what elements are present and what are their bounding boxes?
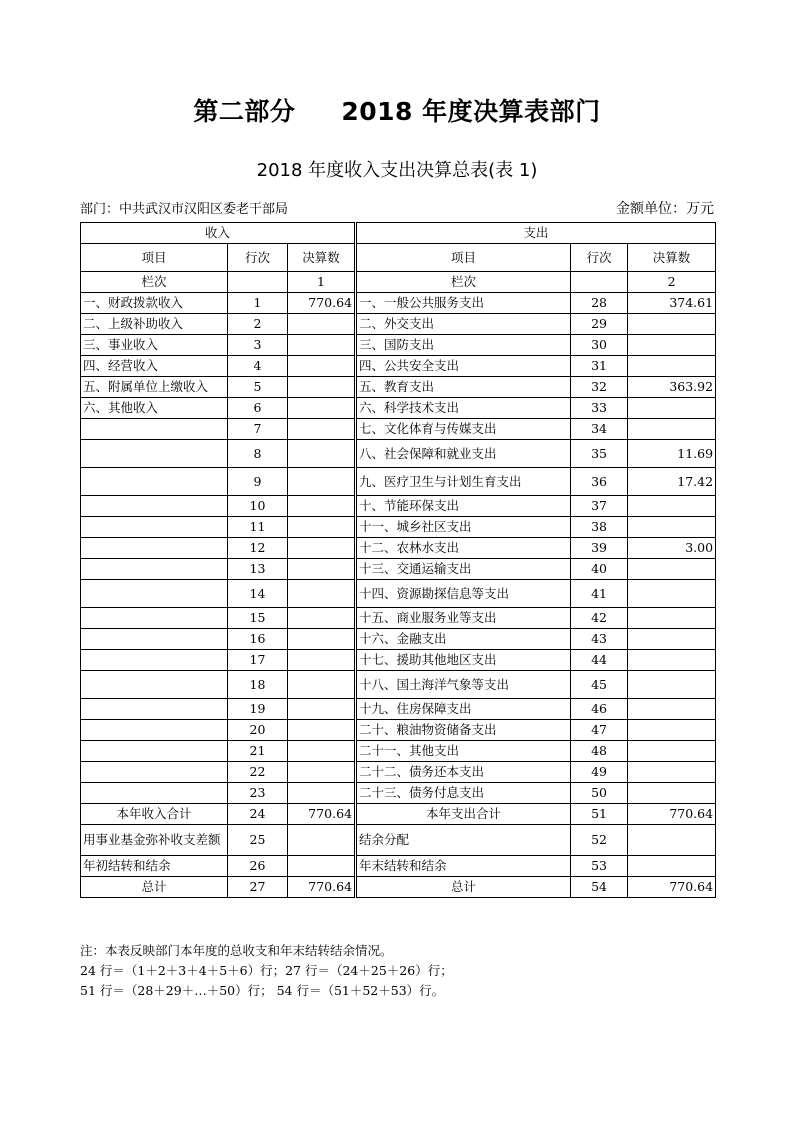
- expense-row-number: 31: [571, 356, 628, 377]
- income-index-label: 栏次: [81, 272, 228, 293]
- expense-col-index: 2: [628, 272, 716, 293]
- income-item: 五、附属单位上缴收入: [81, 377, 228, 398]
- expense-amount: 363.92: [628, 377, 716, 398]
- income-item: [81, 762, 228, 783]
- table-row: [81, 720, 716, 741]
- table-row: [81, 538, 716, 559]
- expense-item: 四、公共安全支出: [356, 356, 571, 377]
- income-item: 三、事业收入: [81, 335, 228, 356]
- summary-row: [81, 804, 716, 825]
- table-row: [81, 314, 716, 335]
- expense-amount: [628, 762, 716, 783]
- income-item: [81, 419, 228, 440]
- income-row-number: 6: [228, 398, 288, 419]
- expense-item: 九、医疗卫生与计划生育支出: [356, 468, 571, 496]
- table-row: [81, 440, 716, 468]
- expense-summary-item: 总计: [356, 877, 571, 898]
- income-amount: [288, 468, 356, 496]
- summary-row: [81, 825, 716, 856]
- income-row-number: 24: [228, 804, 288, 825]
- income-amount: [288, 440, 356, 468]
- expense-item: 十六、金融支出: [356, 629, 571, 650]
- expense-amount: [628, 608, 716, 629]
- income-item: [81, 650, 228, 671]
- income-amount: [288, 762, 356, 783]
- income-item: [81, 468, 228, 496]
- expense-item: 十三、交通运输支出: [356, 559, 571, 580]
- income-amount: [288, 538, 356, 559]
- income-item: [81, 496, 228, 517]
- expense-amount-header: 决算数: [628, 244, 716, 272]
- expense-row-number: 49: [571, 762, 628, 783]
- income-index-blank: [228, 272, 288, 293]
- table-subtitle: 2018 年度收入支出决算总表(表 1): [256, 160, 538, 181]
- expense-row-number: 48: [571, 741, 628, 762]
- income-row-number: 22: [228, 762, 288, 783]
- income-amount: [288, 335, 356, 356]
- income-row-number: 18: [228, 671, 288, 699]
- table-row: [81, 671, 716, 699]
- income-item: [81, 783, 228, 804]
- expense-item: 二十三、债务付息支出: [356, 783, 571, 804]
- expense-row-number: 51: [571, 804, 628, 825]
- expense-item: 十一、城乡社区支出: [356, 517, 571, 538]
- expense-amount: [628, 741, 716, 762]
- table-row: [81, 517, 716, 538]
- income-amount: [288, 398, 356, 419]
- department-label: 部门：中共武汉市汉阳区委老干部局: [80, 202, 289, 217]
- expense-row-number: 53: [571, 856, 628, 877]
- expense-item-header: 项目: [356, 244, 571, 272]
- income-item-header: 项目: [81, 244, 228, 272]
- expense-row-number: 44: [571, 650, 628, 671]
- expense-amount: 11.69: [628, 440, 716, 468]
- income-item: [81, 559, 228, 580]
- expense-row-number: 29: [571, 314, 628, 335]
- income-amount: [288, 741, 356, 762]
- expense-item: 二十、粮油物资储备支出: [356, 720, 571, 741]
- table-row: [81, 629, 716, 650]
- expense-amount: [628, 783, 716, 804]
- expense-index-label: 栏次: [356, 272, 571, 293]
- table-row: [81, 762, 716, 783]
- expense-row-number: 32: [571, 377, 628, 398]
- income-item: 四、经营收入: [81, 356, 228, 377]
- expense-index-blank: [571, 272, 628, 293]
- income-col-index: 1: [288, 272, 356, 293]
- expense-amount: [628, 335, 716, 356]
- income-row-number: 15: [228, 608, 288, 629]
- expense-amount: [628, 825, 716, 856]
- income-item: [81, 538, 228, 559]
- table-row: [81, 783, 716, 804]
- income-row-number: 2: [228, 314, 288, 335]
- income-amount: [288, 496, 356, 517]
- income-amount: 770.64: [288, 293, 356, 314]
- summary-row: [81, 856, 716, 877]
- expense-amount: [628, 496, 716, 517]
- budget-summary-table: [80, 222, 716, 898]
- income-row-number: 3: [228, 335, 288, 356]
- expense-item: 十、节能环保支出: [356, 496, 571, 517]
- expense-row-number: 37: [571, 496, 628, 517]
- expense-row-number: 40: [571, 559, 628, 580]
- income-summary-item: 总计: [81, 877, 228, 898]
- income-summary-item: 本年收入合计: [81, 804, 228, 825]
- income-amount: [288, 517, 356, 538]
- expense-row-number: 47: [571, 720, 628, 741]
- expense-item: 十四、资源勘探信息等支出: [356, 580, 571, 608]
- income-amount: [288, 699, 356, 720]
- income-amount: [288, 783, 356, 804]
- expense-amount: [628, 314, 716, 335]
- expense-item: 八、社会保障和就业支出: [356, 440, 571, 468]
- expense-item: 二十一、其他支出: [356, 741, 571, 762]
- income-amount: [288, 856, 356, 877]
- expense-section-header: 支出: [356, 223, 716, 244]
- expense-row-number: 33: [571, 398, 628, 419]
- expense-row-number: 45: [571, 671, 628, 699]
- expense-row-number: 41: [571, 580, 628, 608]
- expense-amount: [628, 419, 716, 440]
- amount-unit-label: 金额单位：万元: [616, 201, 714, 217]
- expense-amount: [628, 559, 716, 580]
- expense-item: 五、教育支出: [356, 377, 571, 398]
- expense-item: 一、一般公共服务支出: [356, 293, 571, 314]
- income-amount: [288, 580, 356, 608]
- income-row-number: 17: [228, 650, 288, 671]
- expense-row-number: 30: [571, 335, 628, 356]
- column-index-row: [81, 272, 716, 293]
- expense-amount: [628, 517, 716, 538]
- income-amount: [288, 825, 356, 856]
- income-row-number: 25: [228, 825, 288, 856]
- expense-row-header: 行次: [571, 244, 628, 272]
- expense-row-number: 50: [571, 783, 628, 804]
- income-row-number: 5: [228, 377, 288, 398]
- table-row: [81, 293, 716, 314]
- income-item: 六、其他收入: [81, 398, 228, 419]
- income-amount-header: 决算数: [288, 244, 356, 272]
- expense-amount: [628, 699, 716, 720]
- income-item: 二、上级补助收入: [81, 314, 228, 335]
- table-row: [81, 377, 716, 398]
- income-amount: [288, 559, 356, 580]
- income-section-header: 收入: [81, 223, 356, 244]
- income-row-header: 行次: [228, 244, 288, 272]
- income-item: [81, 741, 228, 762]
- expense-amount: [628, 720, 716, 741]
- expense-row-number: 34: [571, 419, 628, 440]
- note-line: 24 行＝（1＋2＋3＋4＋5＋6）行；27 行＝（24＋25＋26）行；: [80, 963, 453, 978]
- income-amount: [288, 608, 356, 629]
- expense-row-number: 46: [571, 699, 628, 720]
- column-header-row: [81, 244, 716, 272]
- table-row: [81, 608, 716, 629]
- income-row-number: 23: [228, 783, 288, 804]
- table-row: [81, 496, 716, 517]
- expense-summary-item: 本年支出合计: [356, 804, 571, 825]
- income-row-number: 10: [228, 496, 288, 517]
- income-amount: [288, 671, 356, 699]
- table-row: [81, 335, 716, 356]
- income-row-number: 27: [228, 877, 288, 898]
- income-row-number: 13: [228, 559, 288, 580]
- income-row-number: 12: [228, 538, 288, 559]
- income-row-number: 9: [228, 468, 288, 496]
- expense-item: 十二、农林水支出: [356, 538, 571, 559]
- income-item: [81, 671, 228, 699]
- income-row-number: 16: [228, 629, 288, 650]
- income-row-number: 21: [228, 741, 288, 762]
- income-row-number: 11: [228, 517, 288, 538]
- income-row-number: 19: [228, 699, 288, 720]
- expense-item: 二、外交支出: [356, 314, 571, 335]
- table-notes: [80, 941, 453, 1001]
- income-row-number: 26: [228, 856, 288, 877]
- expense-item: 三、国防支出: [356, 335, 571, 356]
- expense-item: 十九、住房保障支出: [356, 699, 571, 720]
- expense-row-number: 43: [571, 629, 628, 650]
- expense-amount: 770.64: [628, 877, 716, 898]
- expense-row-number: 28: [571, 293, 628, 314]
- expense-item: 六、科学技术支出: [356, 398, 571, 419]
- table-row: [81, 580, 716, 608]
- income-amount: [288, 650, 356, 671]
- income-amount: 770.64: [288, 877, 356, 898]
- expense-item: 十五、商业服务业等支出: [356, 608, 571, 629]
- income-row-number: 4: [228, 356, 288, 377]
- income-item: [81, 517, 228, 538]
- summary-row: [81, 877, 716, 898]
- expense-amount: 17.42: [628, 468, 716, 496]
- income-item: [81, 608, 228, 629]
- expense-item: 二十二、债务还本支出: [356, 762, 571, 783]
- expense-item: 十八、国土海洋气象等支出: [356, 671, 571, 699]
- income-row-number: 14: [228, 580, 288, 608]
- income-item: [81, 440, 228, 468]
- income-item: [81, 720, 228, 741]
- expense-row-number: 38: [571, 517, 628, 538]
- income-row-number: 8: [228, 440, 288, 468]
- income-summary-item: 用事业基金弥补收支差额: [81, 825, 228, 856]
- expense-item: 十七、援助其他地区支出: [356, 650, 571, 671]
- table-row: [81, 419, 716, 440]
- table-row: [81, 741, 716, 762]
- income-summary-item: 年初结转和结余: [81, 856, 228, 877]
- expense-amount: 770.64: [628, 804, 716, 825]
- income-amount: [288, 419, 356, 440]
- income-amount: 770.64: [288, 804, 356, 825]
- expense-amount: [628, 856, 716, 877]
- expense-summary-item: 年末结转和结余: [356, 856, 571, 877]
- income-item: 一、财政拨款收入: [81, 293, 228, 314]
- income-item: [81, 580, 228, 608]
- table-row: [81, 699, 716, 720]
- expense-amount: 3.00: [628, 538, 716, 559]
- note-line: 51 行＝（28＋29＋…＋50）行； 54 行＝（51＋52＋53）行。: [80, 983, 445, 998]
- table-row: [81, 650, 716, 671]
- expense-amount: [628, 398, 716, 419]
- table-row: [81, 356, 716, 377]
- page-title: 第二部分 2018 年度决算表部门: [193, 97, 601, 126]
- expense-amount: [628, 629, 716, 650]
- expense-row-number: 52: [571, 825, 628, 856]
- expense-row-number: 36: [571, 468, 628, 496]
- income-amount: [288, 720, 356, 741]
- note-line: 注：本表反映部门本年度的总收支和年末结转结余情况。: [80, 943, 393, 958]
- expense-row-number: 42: [571, 608, 628, 629]
- table-row: [81, 559, 716, 580]
- expense-amount: [628, 650, 716, 671]
- income-amount: [288, 629, 356, 650]
- expense-row-number: 54: [571, 877, 628, 898]
- section-header-row: [81, 223, 716, 244]
- table-row: [81, 398, 716, 419]
- expense-summary-item: 结余分配: [356, 825, 571, 856]
- expense-row-number: 35: [571, 440, 628, 468]
- expense-item: 七、文化体育与传媒支出: [356, 419, 571, 440]
- expense-amount: [628, 671, 716, 699]
- income-item: [81, 699, 228, 720]
- income-amount: [288, 356, 356, 377]
- income-row-number: 1: [228, 293, 288, 314]
- income-row-number: 20: [228, 720, 288, 741]
- expense-amount: 374.61: [628, 293, 716, 314]
- income-item: [81, 629, 228, 650]
- table-row: [81, 468, 716, 496]
- income-amount: [288, 377, 356, 398]
- income-amount: [288, 314, 356, 335]
- income-row-number: 7: [228, 419, 288, 440]
- expense-amount: [628, 356, 716, 377]
- expense-row-number: 39: [571, 538, 628, 559]
- expense-amount: [628, 580, 716, 608]
